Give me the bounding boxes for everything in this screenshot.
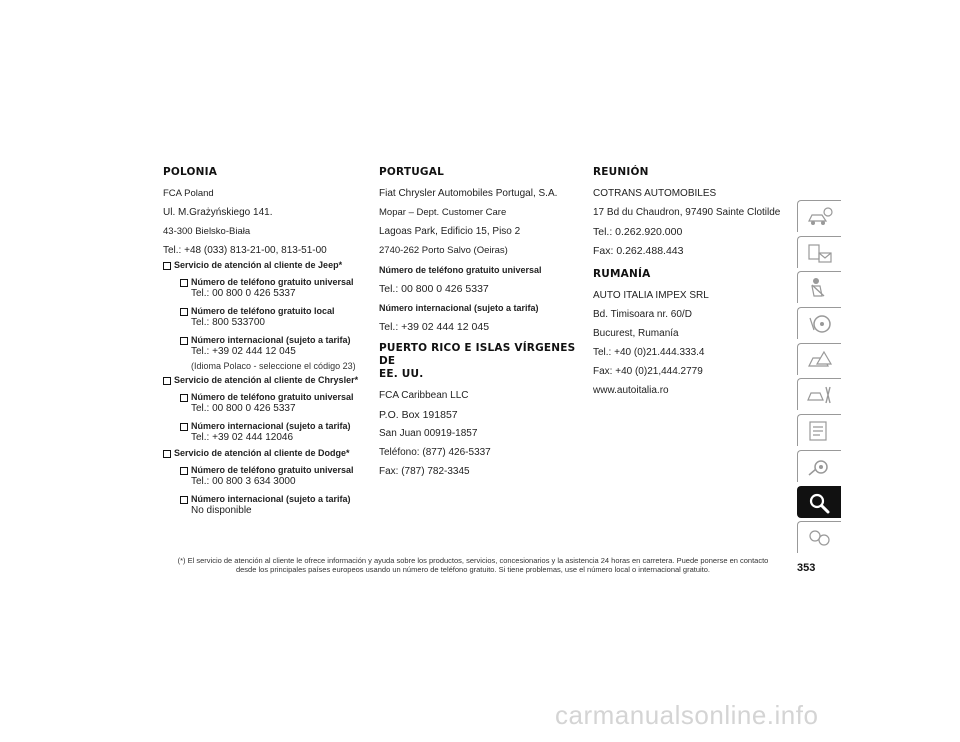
column-portugal <box>379 166 579 485</box>
heading-puerto-rico-line-1: PUERTO RICO E ISLAS VÍRGENES DE <box>379 342 576 367</box>
checkbox-square-icon <box>163 450 171 458</box>
checkbox-square-icon <box>180 308 188 316</box>
footnote-line-2: desde los principales países europeos usando un número de teléfono gratuito. Si tiene problemas, use el número local o internacional gratuito. <box>235 565 711 574</box>
jeep-item-2-tel: Tel.: 800 533700 <box>191 317 265 328</box>
jeep-item-1-title: Número de teléfono gratuito universal <box>191 277 354 287</box>
mail-dashboard-icon <box>806 241 834 265</box>
chrysler-item-1-tel: Tel.: 00 800 0 426 5337 <box>191 403 296 414</box>
dodge-service-label: Servicio de atención al cliente de Dodge* <box>174 448 350 458</box>
dodge-item-1 <box>163 465 365 488</box>
tab-index[interactable] <box>797 486 841 518</box>
tab-safety[interactable] <box>797 271 841 303</box>
reunion-line-4: Fax: 0.262.488.443 <box>593 245 684 257</box>
tab-service[interactable] <box>797 378 841 410</box>
polonia-line-1: FCA Poland <box>163 188 214 199</box>
portugal-intl-tel: Tel.: +39 02 444 12 045 <box>379 321 490 333</box>
checkbox-square-icon <box>163 377 171 385</box>
rumania-line-5: Fax: +40 (0)21,444.2779 <box>593 366 703 377</box>
language-icon <box>806 526 834 550</box>
dodge-item-2-tel: No disponible <box>191 505 252 516</box>
puerto-rico-line-3: San Juan 00919-1857 <box>379 428 478 439</box>
jeep-item-1-tel: Tel.: 00 800 0 426 5337 <box>191 288 296 299</box>
chrysler-item-1-title: Número de teléfono gratuito universal <box>191 392 354 402</box>
portugal-line-4: 2740-262 Porto Salvo (Oeiras) <box>379 245 508 256</box>
watermark: carmanualsonline.info <box>555 700 819 730</box>
column-polonia <box>163 166 365 521</box>
seatbelt-icon <box>806 276 834 300</box>
footnote <box>160 556 786 574</box>
heading-polonia: POLONIA <box>163 166 218 178</box>
checkbox-square-icon <box>180 467 188 475</box>
dodge-item-1-tel: Tel.: 00 800 3 634 3000 <box>191 476 296 487</box>
checkbox-square-icon <box>180 496 188 504</box>
portugal-line-2: Mopar – Dept. Customer Care <box>379 207 507 218</box>
chrysler-item-1 <box>163 392 365 415</box>
chrysler-service-bullet <box>163 375 365 386</box>
portugal-tollfree-tel: Tel.: 00 800 0 426 5337 <box>379 283 489 295</box>
steering-wheel-icon <box>806 312 834 336</box>
heading-portugal: PORTUGAL <box>379 166 444 178</box>
dodge-item-1-title: Número de teléfono gratuito universal <box>191 465 354 475</box>
jeep-item-2 <box>163 306 365 329</box>
polonia-line-3: 43-300 Bielsko-Biała <box>163 226 251 237</box>
tab-starting[interactable] <box>797 307 841 339</box>
tab-car-info[interactable] <box>797 200 841 232</box>
chrysler-item-2 <box>163 421 365 444</box>
puerto-rico-line-5: Fax: (787) 782-3345 <box>379 466 470 477</box>
checkbox-square-icon <box>163 262 171 270</box>
reunion-line-1: COTRANS AUTOMOBILES <box>593 188 717 199</box>
checkbox-square-icon <box>180 423 188 431</box>
tab-language[interactable] <box>797 521 841 553</box>
checkbox-square-icon <box>180 279 188 287</box>
chrysler-item-2-title: Número internacional (sujeto a tarifa) <box>191 421 351 431</box>
portugal-line-1: Fiat Chrysler Automobiles Portugal, S.A. <box>379 188 558 199</box>
reunion-line-2: 17 Bd du Chaudron, 97490 Sainte Clotilde <box>593 207 781 218</box>
rumania-line-4: Tel.: +40 (0)21.444.333.4 <box>593 347 705 358</box>
rumania-line-3: Bucurest, Rumanía <box>593 328 679 339</box>
tab-emergency[interactable] <box>797 343 841 375</box>
dodge-service-bullet <box>163 448 365 459</box>
jeep-item-3-note: (Idioma Polaco - seleccione el código 23) <box>191 361 356 371</box>
portugal-tollfree-label: Número de teléfono gratuito universal <box>379 265 542 275</box>
warning-car-icon <box>806 348 834 372</box>
chrysler-item-2-tel: Tel.: +39 02 444 12046 <box>191 432 294 443</box>
portugal-line-3: Lagoas Park, Edificio 15, Piso 2 <box>379 226 521 237</box>
tab-multimedia[interactable] <box>797 450 841 482</box>
portugal-intl-label: Número internacional (sujeto a tarifa) <box>379 303 539 313</box>
jeep-item-1 <box>163 277 365 300</box>
heading-reunion: REUNIÓN <box>593 166 649 178</box>
puerto-rico-line-2: P.O. Box 191857 <box>379 409 458 421</box>
chrysler-service-label: Servicio de atención al cliente de Chrysler* <box>174 375 359 385</box>
car-info-icon <box>806 205 834 229</box>
chapter-tabs <box>797 200 842 557</box>
dodge-item-2-title: Número internacional (sujeto a tarifa) <box>191 494 351 504</box>
footnote-line-1: (*) El servicio de atención al cliente le ofrece información y ayuda sobre los productos, servicios, concesionarios y la asistencia 24 horas en carretera. Puede ponerse en contacto <box>177 556 769 565</box>
tab-dashboard[interactable] <box>797 236 841 268</box>
jeep-service-bullet <box>163 260 365 271</box>
heading-puerto-rico <box>379 342 579 381</box>
polonia-line-4: Tel.: +48 (033) 813-21-00, 813-51-00 <box>163 245 327 256</box>
dodge-item-2 <box>163 494 365 517</box>
jeep-item-3-title: Número internacional (sujeto a tarifa) <box>191 335 351 345</box>
puerto-rico-line-1: FCA Caribbean LLC <box>379 390 469 401</box>
rumania-line-2: Bd. Timisoara nr. 60/D <box>593 309 692 320</box>
checklist-icon <box>806 419 834 443</box>
jeep-item-2-title: Número de teléfono gratuito local <box>191 306 335 316</box>
polonia-line-2: Ul. M.Grażyńskiego 141. <box>163 207 273 218</box>
heading-rumania: RUMANÍA <box>593 268 651 280</box>
jeep-item-3 <box>163 335 365 371</box>
puerto-rico-line-4: Teléfono: (877) 426-5337 <box>379 447 491 458</box>
tab-specifications[interactable] <box>797 414 841 446</box>
heading-puerto-rico-line-2: EE. UU. <box>379 368 424 380</box>
rumania-line-1: AUTO ITALIA IMPEX SRL <box>593 290 709 301</box>
car-tools-icon <box>806 383 834 407</box>
gear-wrench-icon <box>806 455 834 479</box>
jeep-item-3-tel: Tel.: +39 02 444 12 045 <box>191 346 296 357</box>
reunion-line-3: Tel.: 0.262.920.000 <box>593 226 683 238</box>
checkbox-square-icon <box>180 394 188 402</box>
jeep-service-label: Servicio de atención al cliente de Jeep* <box>174 260 343 270</box>
checkbox-square-icon <box>180 337 188 345</box>
page-number: 353 <box>797 562 816 574</box>
rumania-line-6: www.autoitalia.ro <box>593 385 669 396</box>
search-icon <box>806 491 834 515</box>
column-reunion <box>593 166 793 404</box>
